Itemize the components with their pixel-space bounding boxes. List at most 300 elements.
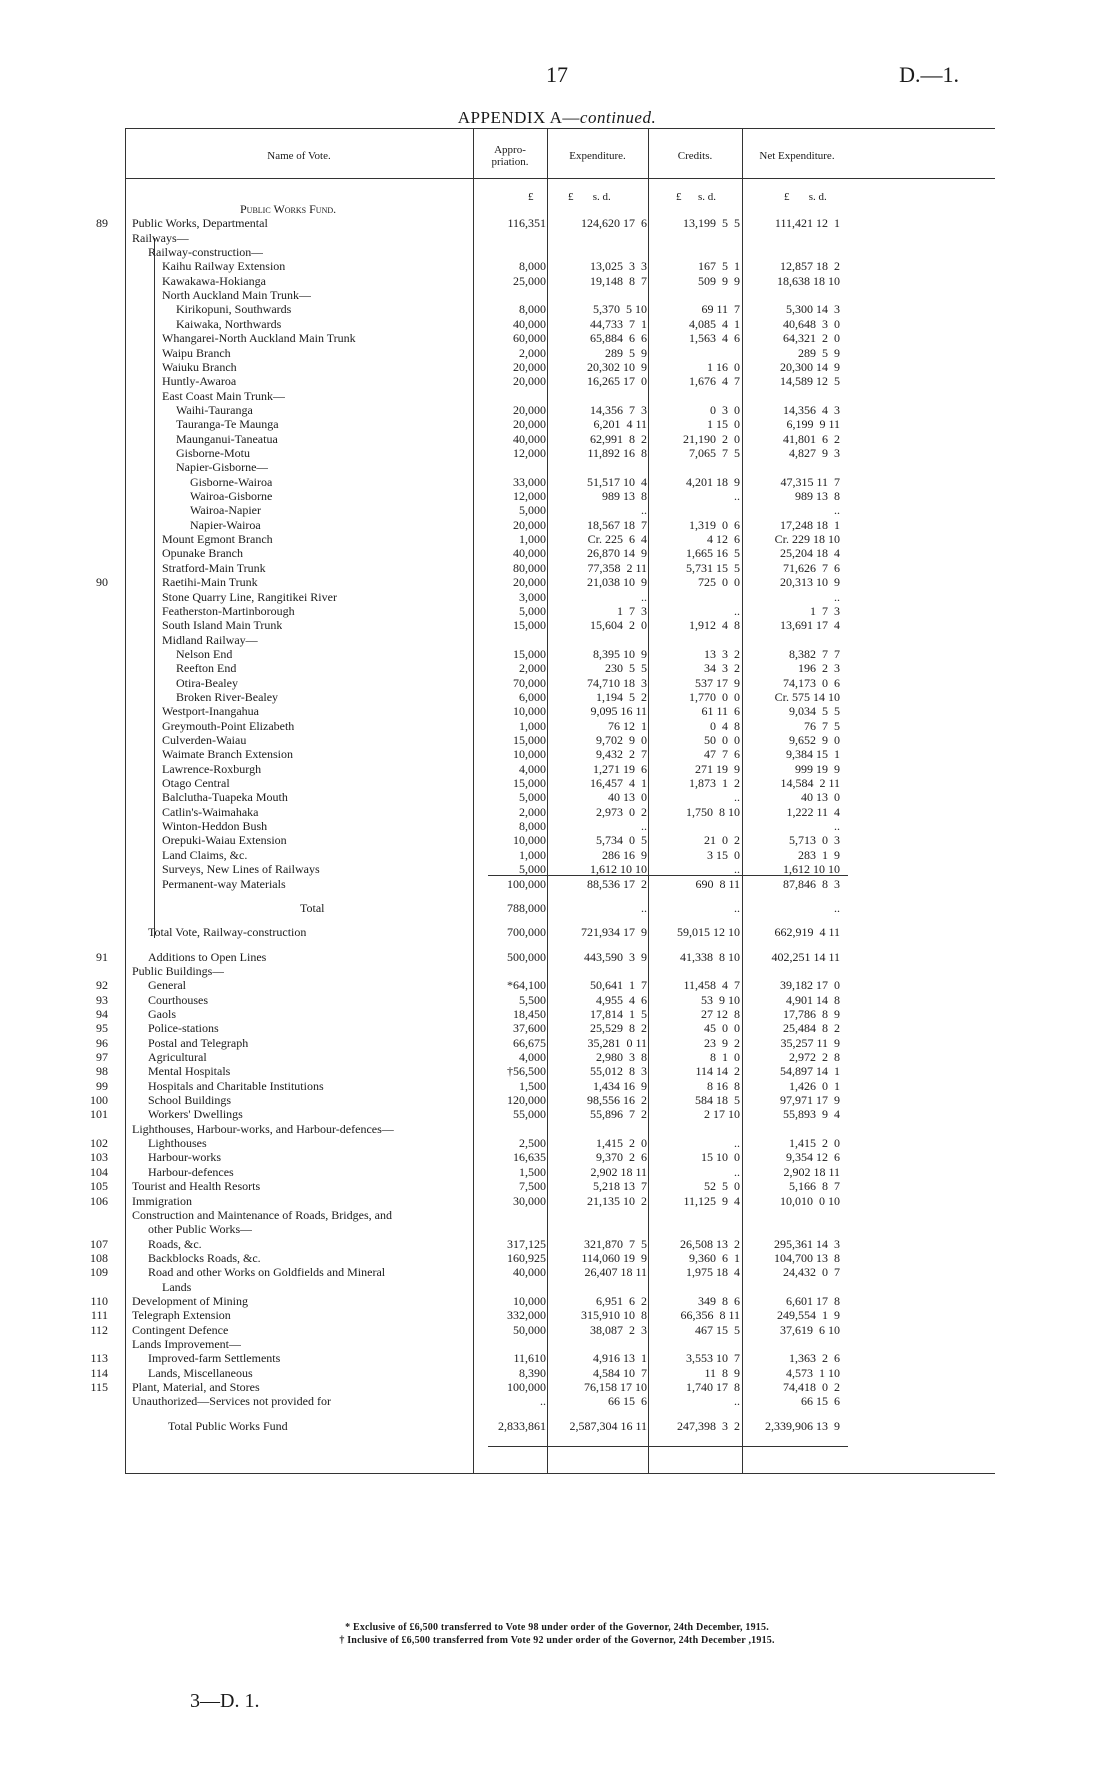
vote-name: Telegraph Extension: [132, 1308, 231, 1323]
appropriation-value: 60,000: [513, 331, 546, 346]
unit-net: £ s. d.: [784, 191, 827, 203]
table-row: [0, 331, 1114, 345]
table-top-rule: [125, 128, 995, 129]
vote-name: Postal and Telegraph: [148, 1035, 249, 1050]
appropriation-value: 5,500: [519, 992, 546, 1007]
header-name: Name of Vote.: [267, 150, 331, 162]
vote-number: 90: [96, 575, 108, 590]
table-row: [0, 389, 1114, 403]
credits-value: 5,731 15 5: [686, 560, 740, 575]
table-row: [0, 747, 1114, 761]
appendix-label: APPENDIX A—: [457, 108, 580, 127]
expenditure-value: 15,604 2 0: [590, 618, 647, 633]
expenditure-value: 9,702 9 0: [596, 733, 647, 747]
net-expenditure-value: 999 19 9: [795, 761, 840, 776]
expenditure-value: 20,302 10 9: [587, 359, 647, 374]
expenditure-value: Cr. 225 6 4: [587, 532, 647, 547]
table-row: [0, 877, 1114, 891]
expenditure-value: 1,612 10 10: [590, 862, 647, 877]
credits-value: 690 8 11: [695, 876, 740, 891]
appropriation-value: 10,000: [513, 833, 546, 848]
net-expenditure-value: 13,691 17 4: [780, 618, 840, 633]
credits-value: 47 7 6: [704, 747, 740, 762]
credits-value: 50 0 0: [704, 733, 740, 747]
credits-value: 4 12 6: [707, 532, 740, 547]
expenditure-value: 51,517 10 4: [587, 474, 647, 489]
vote-name: Featherston-Martinborough: [162, 603, 295, 618]
vote-name: Total Vote, Railway-construction: [148, 925, 307, 940]
vote-name: Otago Central: [162, 776, 230, 790]
credits-value: 1,750 8 10: [686, 804, 740, 819]
net-expenditure-value: 9,034 5 5: [789, 704, 840, 719]
table-row: [0, 1107, 1114, 1121]
credits-value: 13 3 2: [704, 646, 740, 661]
credits-value: ..: [734, 1136, 740, 1151]
vote-name: other Public Works—: [148, 1222, 253, 1237]
vote-name: Westport-Inangahua: [162, 704, 259, 719]
vote-name: Huntly-Awaroa: [162, 374, 237, 389]
vote-name: Additions to Open Lines: [148, 949, 267, 964]
header-appropriation: Appro- priation.: [491, 144, 529, 168]
net-expenditure-value: 14,589 12 5: [780, 374, 840, 389]
page-number: 17: [546, 62, 568, 87]
expenditure-value: 98,556 16 2: [587, 1093, 647, 1107]
vote-name: Public Works, Departmental: [132, 216, 268, 231]
expenditure-value: 2,973 0 2: [596, 804, 647, 819]
credits-value: 41,338 8 10: [680, 949, 740, 964]
expenditure-value: 62,991 8 2: [590, 431, 647, 446]
vote-name: Workers' Dwellings: [148, 1107, 243, 1122]
vote-name: Napier-Gisborne—: [176, 460, 269, 475]
vote-name: Wairoa-Napier: [190, 503, 261, 518]
credits-value: 11,458 4 7: [683, 978, 740, 993]
net-expenditure-value: 249,554 1 9: [777, 1308, 840, 1323]
credits-value: 167 5 1: [698, 259, 740, 274]
vote-name: Kawakawa-Hokianga: [162, 273, 266, 288]
vote-name: Public Works Fund.: [240, 202, 337, 216]
credits-value: 4,085 4 1: [689, 316, 740, 331]
credits-value: 271 19 9: [695, 761, 740, 776]
net-expenditure-value: 6,199 9 11: [786, 417, 840, 432]
vote-number: 102: [90, 1136, 108, 1151]
vote-number: 93: [96, 992, 108, 1007]
expenditure-value: 315,910 10 8: [581, 1308, 647, 1323]
credits-value: 4,201 18 9: [686, 474, 740, 489]
net-expenditure-value: 2,902 18 11: [783, 1164, 840, 1179]
table-row: [0, 1394, 1114, 1408]
table-row: [0, 1265, 1114, 1279]
net-expenditure-value: 17,248 18 1: [780, 517, 840, 532]
credits-value: ..: [734, 489, 740, 503]
appendix-title: [0, 108, 1114, 128]
expenditure-value: 4,916 13 1: [593, 1351, 647, 1366]
vote-name: Immigration: [132, 1193, 192, 1208]
net-expenditure-value: 39,182 17 0: [780, 978, 840, 993]
unit-appropriation: £: [528, 191, 534, 203]
appropriation-value: 5,000: [519, 862, 546, 877]
footer-code: 3—D. 1.: [190, 1690, 260, 1712]
vote-number: 111: [90, 1308, 108, 1323]
vote-name: Balclutha-Tuapeka Mouth: [162, 790, 288, 805]
expenditure-value: 55,896 7 2: [590, 1107, 647, 1122]
vote-number: 92: [96, 978, 108, 993]
credits-value: 114 14 2: [695, 1064, 740, 1079]
table-row: [0, 489, 1114, 503]
vote-name: Wairoa-Gisborne: [190, 489, 273, 503]
expenditure-value: 38,087 2 3: [590, 1322, 647, 1337]
unit-credits: £ s. d.: [676, 191, 717, 203]
header-net-expenditure: Net Expenditure.: [759, 150, 835, 162]
table-row: [0, 776, 1114, 790]
table-row: [0, 704, 1114, 718]
expenditure-value: 1,194 5 2: [596, 689, 647, 704]
table-row: [0, 819, 1114, 833]
expenditure-value: 16,265 17 0: [587, 374, 647, 389]
expenditure-value: ..: [641, 819, 647, 834]
table-row: [0, 978, 1114, 992]
appropriation-value: 15,000: [513, 618, 546, 633]
table-row: [0, 805, 1114, 819]
appropriation-value: †56,500: [507, 1064, 546, 1079]
net-expenditure-value: 71,626 7 6: [783, 560, 840, 575]
vote-name: Backblocks Roads, &c.: [148, 1250, 261, 1265]
vote-name: Land Claims, &c.: [162, 847, 248, 862]
expenditure-value: 14,356 7 3: [590, 402, 647, 417]
vote-name: Mental Hospitals: [148, 1064, 231, 1079]
vote-number: 95: [96, 1021, 108, 1036]
appropriation-value: 2,000: [519, 345, 546, 360]
expenditure-value: 721,934 17 9: [581, 925, 647, 940]
net-expenditure-value: 55,893 9 4: [783, 1107, 840, 1122]
expenditure-value: 114,060 19 9: [581, 1250, 647, 1265]
expenditure-value: 77,358 2 11: [587, 560, 647, 575]
net-expenditure-value: 74,173 0 6: [783, 675, 840, 690]
vote-number: 112: [90, 1322, 108, 1337]
appropriation-value: 160,925: [507, 1250, 546, 1265]
expenditure-value: 66 15 6: [608, 1394, 647, 1409]
table-row: [0, 1380, 1114, 1394]
vote-name: Maunganui-Taneatua: [176, 431, 278, 446]
vote-name: Raetihi-Main Trunk: [162, 575, 258, 590]
table-row: [0, 532, 1114, 546]
expenditure-value: 55,012 8 3: [590, 1064, 647, 1079]
net-expenditure-value: 17,786 8 9: [783, 1006, 840, 1021]
credits-value: ..: [734, 900, 740, 915]
vote-name: Kaihu Railway Extension: [162, 259, 286, 274]
appropriation-value: 15,000: [513, 776, 546, 790]
appropriation-value: 20,000: [513, 575, 546, 590]
expenditure-value: 321,870 7 5: [584, 1236, 647, 1251]
net-expenditure-value: 10,010 0 10: [780, 1193, 840, 1208]
table-row: [0, 1294, 1114, 1308]
expenditure-value: 8,395 10 9: [593, 646, 647, 661]
table-row: [0, 374, 1114, 388]
vote-name: Midland Railway—: [162, 632, 258, 647]
vote-name: Hospitals and Charitable Institutions: [148, 1078, 324, 1093]
expenditure-value: 230 5 5: [605, 661, 647, 676]
expenditure-value: 4,955 4 6: [596, 992, 647, 1007]
appropriation-value: 1,000: [519, 532, 546, 547]
credits-value: 59,015 12 10: [677, 925, 740, 940]
net-expenditure-value: 24,432 0 7: [783, 1265, 840, 1280]
table-row: [0, 950, 1114, 964]
vote-name: Kirikopuni, Southwards: [176, 302, 292, 317]
document-code: D.—1.: [899, 62, 959, 87]
vote-number: 101: [90, 1107, 108, 1122]
expenditure-value: 21,038 10 9: [587, 575, 647, 590]
vote-name: Police-stations: [148, 1021, 219, 1036]
appropriation-value: 18,450: [513, 1006, 546, 1021]
expenditure-value: 11,892 16 8: [587, 446, 647, 460]
net-expenditure-value: 20,313 10 9: [780, 575, 840, 590]
vote-name: Catlin's-Waimahaka: [162, 804, 259, 819]
expenditure-value: 5,734 0 5: [596, 833, 647, 848]
appropriation-value: 20,000: [513, 374, 546, 389]
table-row: [0, 317, 1114, 331]
expenditure-value: ..: [641, 589, 647, 604]
net-expenditure-value: 12,857 18 2: [780, 259, 840, 274]
net-expenditure-value: Cr. 575 14 10: [774, 689, 840, 704]
appropriation-value: 5,000: [519, 790, 546, 805]
table-row: [0, 518, 1114, 532]
vote-number: 97: [96, 1050, 108, 1064]
table-row: [0, 1323, 1114, 1337]
net-expenditure-value: ..: [834, 900, 840, 915]
table-row: [0, 561, 1114, 575]
credits-value: 247,398 3 2: [677, 1418, 740, 1433]
vote-name: Stone Quarry Line, Rangitikei River: [162, 589, 337, 604]
net-expenditure-value: 1,415 2 0: [789, 1136, 840, 1151]
table-row: [0, 1237, 1114, 1251]
net-expenditure-value: 196 2 3: [798, 661, 840, 676]
net-expenditure-value: ..: [834, 503, 840, 518]
expenditure-value: 9,095 16 11: [590, 704, 647, 719]
appropriation-value: 40,000: [513, 316, 546, 331]
appropriation-value: 20,000: [513, 359, 546, 374]
net-expenditure-value: 97,971 17 9: [780, 1093, 840, 1107]
expenditure-value: 13,025 3 3: [590, 259, 647, 274]
footnote-exclusive: * Exclusive of £6,500 transferred to Vote 98 under order of the Governor, 24th December, 1915.: [345, 1622, 769, 1633]
appropriation-value: 116,351: [507, 216, 546, 231]
table-row: [0, 762, 1114, 776]
vote-number: 89: [96, 216, 108, 231]
vote-name: Improved-farm Settlements: [148, 1351, 281, 1366]
vote-name: Broken River-Bealey: [176, 689, 279, 704]
table-row: [0, 1366, 1114, 1380]
vote-name: Surveys, New Lines of Railways: [162, 862, 320, 877]
expenditure-value: 6,201 4 11: [593, 417, 647, 432]
vote-name: Lands: [162, 1279, 192, 1294]
table-row: [0, 274, 1114, 288]
net-expenditure-value: 87,846 8 3: [783, 876, 840, 891]
credits-value: 13,199 5 5: [683, 216, 740, 231]
net-expenditure-value: 25,204 18 4: [780, 546, 840, 561]
net-expenditure-value: 64,321 2 0: [783, 331, 840, 346]
expenditure-value: ..: [641, 503, 647, 518]
table-row: [0, 604, 1114, 618]
table-row: [0, 302, 1114, 316]
expenditure-value: 26,407 18 11: [584, 1265, 647, 1280]
net-expenditure-value: 37,619 6 10: [780, 1322, 840, 1337]
vote-name: Public Buildings—: [132, 963, 225, 978]
credits-value: ..: [734, 603, 740, 618]
table-row: [0, 1351, 1114, 1365]
table-row: [0, 259, 1114, 273]
expenditure-value: 16,457 4 1: [590, 776, 647, 790]
expenditure-value: 124,620 17 6: [581, 216, 647, 231]
net-expenditure-value: 5,713 0 3: [789, 833, 840, 848]
vote-name: Orepuki-Waiau Extension: [162, 833, 287, 848]
net-expenditure-value: ..: [834, 819, 840, 834]
expenditure-value: 289 5 9: [605, 345, 647, 360]
appropriation-value: 40,000: [513, 1265, 546, 1280]
credits-value: 15 10 0: [701, 1150, 740, 1165]
table-row: [0, 446, 1114, 460]
grand-total-rule: [488, 1446, 848, 1447]
vote-name: Harbour-defences: [148, 1164, 234, 1179]
vote-number: 91: [96, 949, 108, 964]
credits-value: 7,065 7 5: [689, 446, 740, 460]
appropriation-value: 10,000: [513, 1293, 546, 1308]
vote-name: Total: [300, 900, 325, 915]
credits-value: 23 9 2: [704, 1035, 740, 1050]
credits-value: 27 12 8: [701, 1006, 740, 1021]
net-expenditure-value: 40 13 0: [801, 790, 840, 805]
credits-value: 349 8 6: [698, 1293, 740, 1308]
credits-value: 61 11 6: [701, 704, 740, 719]
vote-name: Construction and Maintenance of Roads, Bridges, and: [132, 1207, 392, 1222]
vote-name: North Auckland Main Trunk—: [162, 288, 312, 303]
vote-name: Waihi-Tauranga: [176, 402, 253, 417]
net-expenditure-value: 283 1 9: [798, 847, 840, 862]
appropriation-value: 6,000: [519, 689, 546, 704]
net-expenditure-value: 1 7 3: [810, 603, 840, 618]
table-row: [0, 546, 1114, 560]
appropriation-value: 700,000: [507, 925, 546, 940]
net-expenditure-value: 4,827 9 3: [789, 446, 840, 460]
vote-number: 98: [96, 1064, 108, 1079]
appropriation-value: 2,000: [519, 804, 546, 819]
table-row: [0, 1208, 1114, 1222]
credits-value: 21,190 2 0: [683, 431, 740, 446]
table-row: [0, 1136, 1114, 1150]
vote-name: Kaiwaka, Northwards: [176, 316, 282, 331]
vote-name: Harbour-works: [148, 1150, 222, 1165]
table-row: [0, 288, 1114, 302]
appropriation-value: 2,833,861: [498, 1418, 546, 1433]
net-expenditure-value: 66 15 6: [801, 1394, 840, 1409]
vote-name: Lawrence-Roxburgh: [162, 761, 262, 776]
net-expenditure-value: 2,339,906 13 9: [765, 1418, 840, 1433]
vote-name: Mount Egmont Branch: [162, 532, 273, 547]
expenditure-value: ..: [641, 900, 647, 915]
expenditure-value: 4,584 10 7: [593, 1365, 647, 1380]
appropriation-value: 500,000: [507, 949, 546, 964]
appropriation-value: 8,390: [519, 1365, 546, 1380]
vote-name: Tourist and Health Resorts: [132, 1179, 261, 1194]
table-row: [0, 618, 1114, 632]
vote-number: 103: [90, 1150, 108, 1165]
credits-value: 1,912 4 8: [689, 618, 740, 633]
table-row: [0, 690, 1114, 704]
table-row: [0, 231, 1114, 245]
table-row: [0, 925, 1114, 939]
appropriation-value: 3,000: [519, 589, 546, 604]
vote-name: Total Public Works Fund: [168, 1418, 288, 1433]
expenditure-value: 25,529 8 2: [590, 1021, 647, 1036]
expenditure-value: 65,884 6 6: [590, 331, 647, 346]
credits-value: 1,563 4 6: [689, 331, 740, 346]
vote-name: Culverden-Waiau: [162, 733, 247, 747]
appropriation-value: 2,500: [519, 1136, 546, 1151]
table-row: [0, 245, 1114, 259]
appropriation-value: 5,000: [519, 503, 546, 518]
table-row: [0, 790, 1114, 804]
vote-name: Railways—: [132, 230, 189, 245]
table-row: [0, 1050, 1114, 1064]
expenditure-value: 17,814 1 5: [590, 1006, 647, 1021]
appropriation-value: 100,000: [507, 1380, 546, 1394]
vote-name: Whangarei-North Auckland Main Trunk: [162, 331, 356, 346]
net-expenditure-value: 4,573 1 10: [786, 1365, 840, 1380]
expenditure-value: 44,733 7 1: [590, 316, 647, 331]
credits-value: 1 15 0: [707, 417, 740, 432]
expenditure-value: 6,951 6 2: [596, 1293, 647, 1308]
credits-value: 3 15 0: [707, 847, 740, 862]
credits-value: 537 17 9: [695, 675, 740, 690]
vote-name: Permanent-way Materials: [162, 876, 286, 891]
credits-value: 467 15 5: [695, 1322, 740, 1337]
vote-name: Waimate Branch Extension: [162, 747, 293, 762]
table-row: [0, 1194, 1114, 1208]
appropriation-value: 15,000: [513, 646, 546, 661]
expenditure-value: 19,148 8 7: [590, 273, 647, 288]
vote-number: 115: [90, 1380, 108, 1394]
net-expenditure-value: 8,382 7 7: [789, 646, 840, 661]
appropriation-value: 332,000: [507, 1308, 546, 1323]
vote-name: Nelson End: [176, 646, 233, 661]
table-row: [0, 901, 1114, 915]
vote-name: Reefton End: [176, 661, 237, 676]
unit-expenditure: £ s. d.: [568, 191, 611, 203]
table-row: [0, 676, 1114, 690]
appropriation-value: 25,000: [513, 273, 546, 288]
table-row: [0, 360, 1114, 374]
table-row: [0, 1165, 1114, 1179]
appropriation-value: 788,000: [507, 900, 546, 915]
header-credits: Credits.: [677, 150, 713, 162]
net-expenditure-value: 74,418 0 2: [783, 1380, 840, 1394]
vote-name: Opunake Branch: [162, 546, 243, 561]
net-expenditure-value: 20,300 14 9: [780, 359, 840, 374]
table-row: [0, 1337, 1114, 1351]
net-expenditure-value: 662,919 4 11: [774, 925, 840, 940]
vote-name: Gisborne-Motu: [176, 446, 250, 460]
vote-number: 109: [90, 1265, 108, 1280]
vote-name: General: [148, 978, 186, 993]
appropriation-value: 8,000: [519, 819, 546, 834]
table-row: [0, 202, 1114, 216]
vote-name: Waipu Branch: [162, 345, 231, 360]
appropriation-value: 50,000: [513, 1322, 546, 1337]
appropriation-value: 1,000: [519, 718, 546, 733]
expenditure-value: 9,432 2 7: [596, 747, 647, 762]
expenditure-value: 9,370 2 6: [596, 1150, 647, 1165]
table-row: [0, 1308, 1114, 1322]
net-expenditure-value: Cr. 229 18 10: [774, 532, 840, 547]
net-expenditure-value: 104,700 13 8: [774, 1250, 840, 1265]
appropriation-value: 4,000: [519, 761, 546, 776]
